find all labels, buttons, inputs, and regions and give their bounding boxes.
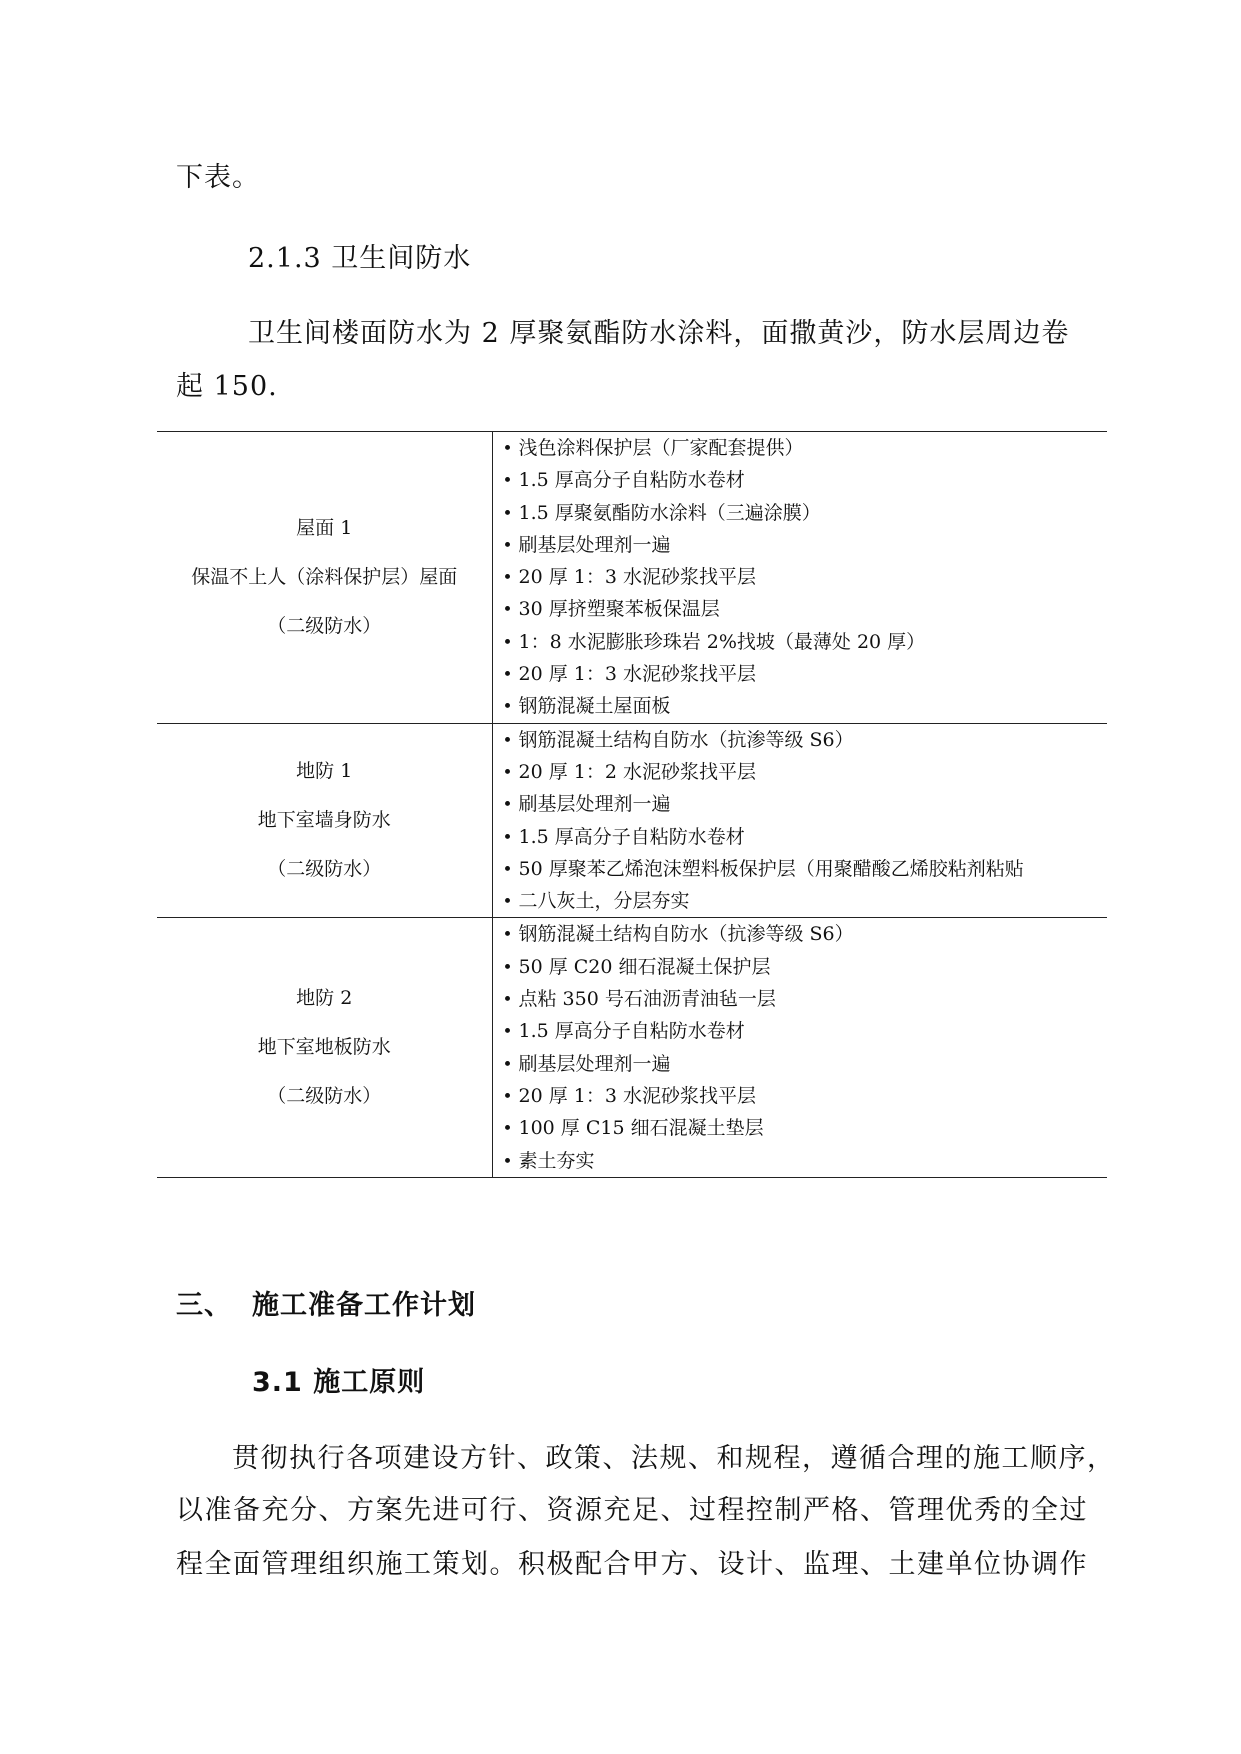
- list-item: • 1.5 厚高分子自粘防水卷材: [503, 821, 1108, 853]
- paragraph-line: 程全面管理组织施工策划。积极配合甲方、设计、监理、土建单位协调作: [176, 1549, 1088, 1580]
- table-cell-layers: [492, 918, 1107, 1177]
- type-grade: （二级防水）: [267, 858, 382, 881]
- table-row: [157, 918, 1107, 1177]
- bullet-icon: •: [502, 1086, 513, 1107]
- bullet-icon: •: [502, 632, 513, 653]
- list-item: • 钢筋混凝土结构自防水（抗渗等级 S6）: [503, 724, 1108, 756]
- paragraph-line: 卫生间楼面防水为 2 厚聚氨酯防水涂料，面撒黄沙，防水层周边卷: [248, 318, 1070, 349]
- list-item: • 钢筋混凝土结构自防水（抗渗等级 S6）: [503, 918, 1108, 950]
- list-item: • 浅色涂料保护层（厂家配套提供）: [503, 432, 1108, 464]
- list-item: • 20 厚 1：3 水泥砂浆找平层: [503, 658, 1108, 690]
- bullet-icon: •: [502, 1119, 513, 1140]
- table-cell-type: [157, 723, 492, 918]
- type-code: 地防 1: [296, 760, 353, 783]
- bullet-icon: •: [502, 439, 513, 459]
- bullet-icon: •: [502, 925, 513, 946]
- bullet-icon: •: [502, 503, 513, 524]
- table-cell-layers: [492, 723, 1107, 918]
- type-grade: （二级防水）: [267, 614, 382, 637]
- table-row: [157, 432, 1107, 724]
- table-row: [157, 723, 1107, 918]
- bullet-icon: •: [502, 1022, 513, 1043]
- bullet-icon: •: [502, 795, 513, 816]
- bullet-icon: •: [502, 697, 513, 718]
- paragraph-line: 贯彻执行各项建设方针、政策、法规、和规程，遵循合理的施工顺序，: [232, 1443, 1116, 1474]
- list-item: • 20 厚 1：3 水泥砂浆找平层: [503, 561, 1108, 593]
- list-item: • 钢筋混凝土屋面板: [503, 690, 1108, 722]
- bullet-icon: •: [502, 1151, 513, 1172]
- type-grade: （二级防水）: [267, 1085, 382, 1108]
- list-item: • 20 厚 1：3 水泥砂浆找平层: [503, 1080, 1108, 1112]
- bullet-icon: •: [502, 471, 513, 492]
- list-item: • 50 厚 C20 细石混凝土保护层: [503, 951, 1108, 983]
- list-item: • 刷基层处理剂一遍: [503, 1048, 1108, 1080]
- paragraph-line: 起 150.: [176, 371, 278, 402]
- bullet-icon: •: [502, 762, 513, 783]
- list-item: • 50 厚聚苯乙烯泡沫塑料板保护层（用聚醋酸乙烯胶粘剂粘贴: [503, 853, 1108, 885]
- type-code: 地防 2: [296, 987, 353, 1010]
- list-item: • 1.5 厚聚氨酯防水涂料（三遍涂膜）: [503, 497, 1108, 529]
- list-item: • 刷基层处理剂一遍: [503, 788, 1108, 820]
- list-item: • 1.5 厚高分子自粘防水卷材: [503, 1015, 1108, 1047]
- table-cell-type: [157, 918, 492, 1177]
- bullet-icon: •: [502, 568, 513, 589]
- list-item: • 1.5 厚高分子自粘防水卷材: [503, 464, 1108, 496]
- intro-text: 下表。: [176, 162, 260, 193]
- bullet-icon: •: [502, 1054, 513, 1075]
- list-item: • 20 厚 1：2 水泥砂浆找平层: [503, 756, 1108, 788]
- type-code: 屋面 1: [296, 516, 353, 539]
- bullet-icon: •: [502, 600, 513, 621]
- list-item: • 1：8 水泥膨胀珍珠岩 2%找坡（最薄处 20 厚）: [503, 626, 1108, 658]
- section-title: 施工准备工作计划: [252, 1290, 476, 1321]
- bullet-icon: •: [502, 665, 513, 686]
- paragraph-line: 以准备充分、方案先进可行、资源充足、过程控制严格、管理优秀的全过: [176, 1495, 1088, 1526]
- list-item: • 30 厚挤塑聚苯板保温层: [503, 593, 1108, 625]
- bullet-icon: •: [502, 730, 513, 751]
- table-cell-type: [157, 432, 492, 724]
- subsection-title: 3.1 施工原则: [252, 1367, 426, 1398]
- bullet-icon: •: [502, 859, 513, 880]
- type-description: 地下室墙身防水: [257, 809, 391, 832]
- waterproofing-spec-table: [157, 431, 1107, 1178]
- list-item: • 点粘 350 号石油沥青油毡一层: [503, 983, 1108, 1015]
- subsection-heading: 2.1.3 卫生间防水: [248, 243, 472, 274]
- type-description: 地下室地板防水: [257, 1036, 391, 1059]
- table-cell-layers: [492, 432, 1107, 724]
- list-item: • 刷基层处理剂一遍: [503, 529, 1108, 561]
- list-item: • 二八灰土，分层夯实: [503, 885, 1108, 917]
- bullet-icon: •: [502, 892, 513, 913]
- list-item: • 100 厚 C15 细石混凝土垫层: [503, 1112, 1108, 1144]
- bullet-icon: •: [502, 990, 513, 1011]
- bullet-icon: •: [502, 957, 513, 978]
- list-item: • 素土夯实: [503, 1145, 1108, 1177]
- type-description: 保温不上人（涂料保护层）屋面: [191, 565, 458, 588]
- bullet-icon: •: [502, 827, 513, 848]
- section-number: 三、: [176, 1290, 232, 1321]
- bullet-icon: •: [502, 535, 513, 556]
